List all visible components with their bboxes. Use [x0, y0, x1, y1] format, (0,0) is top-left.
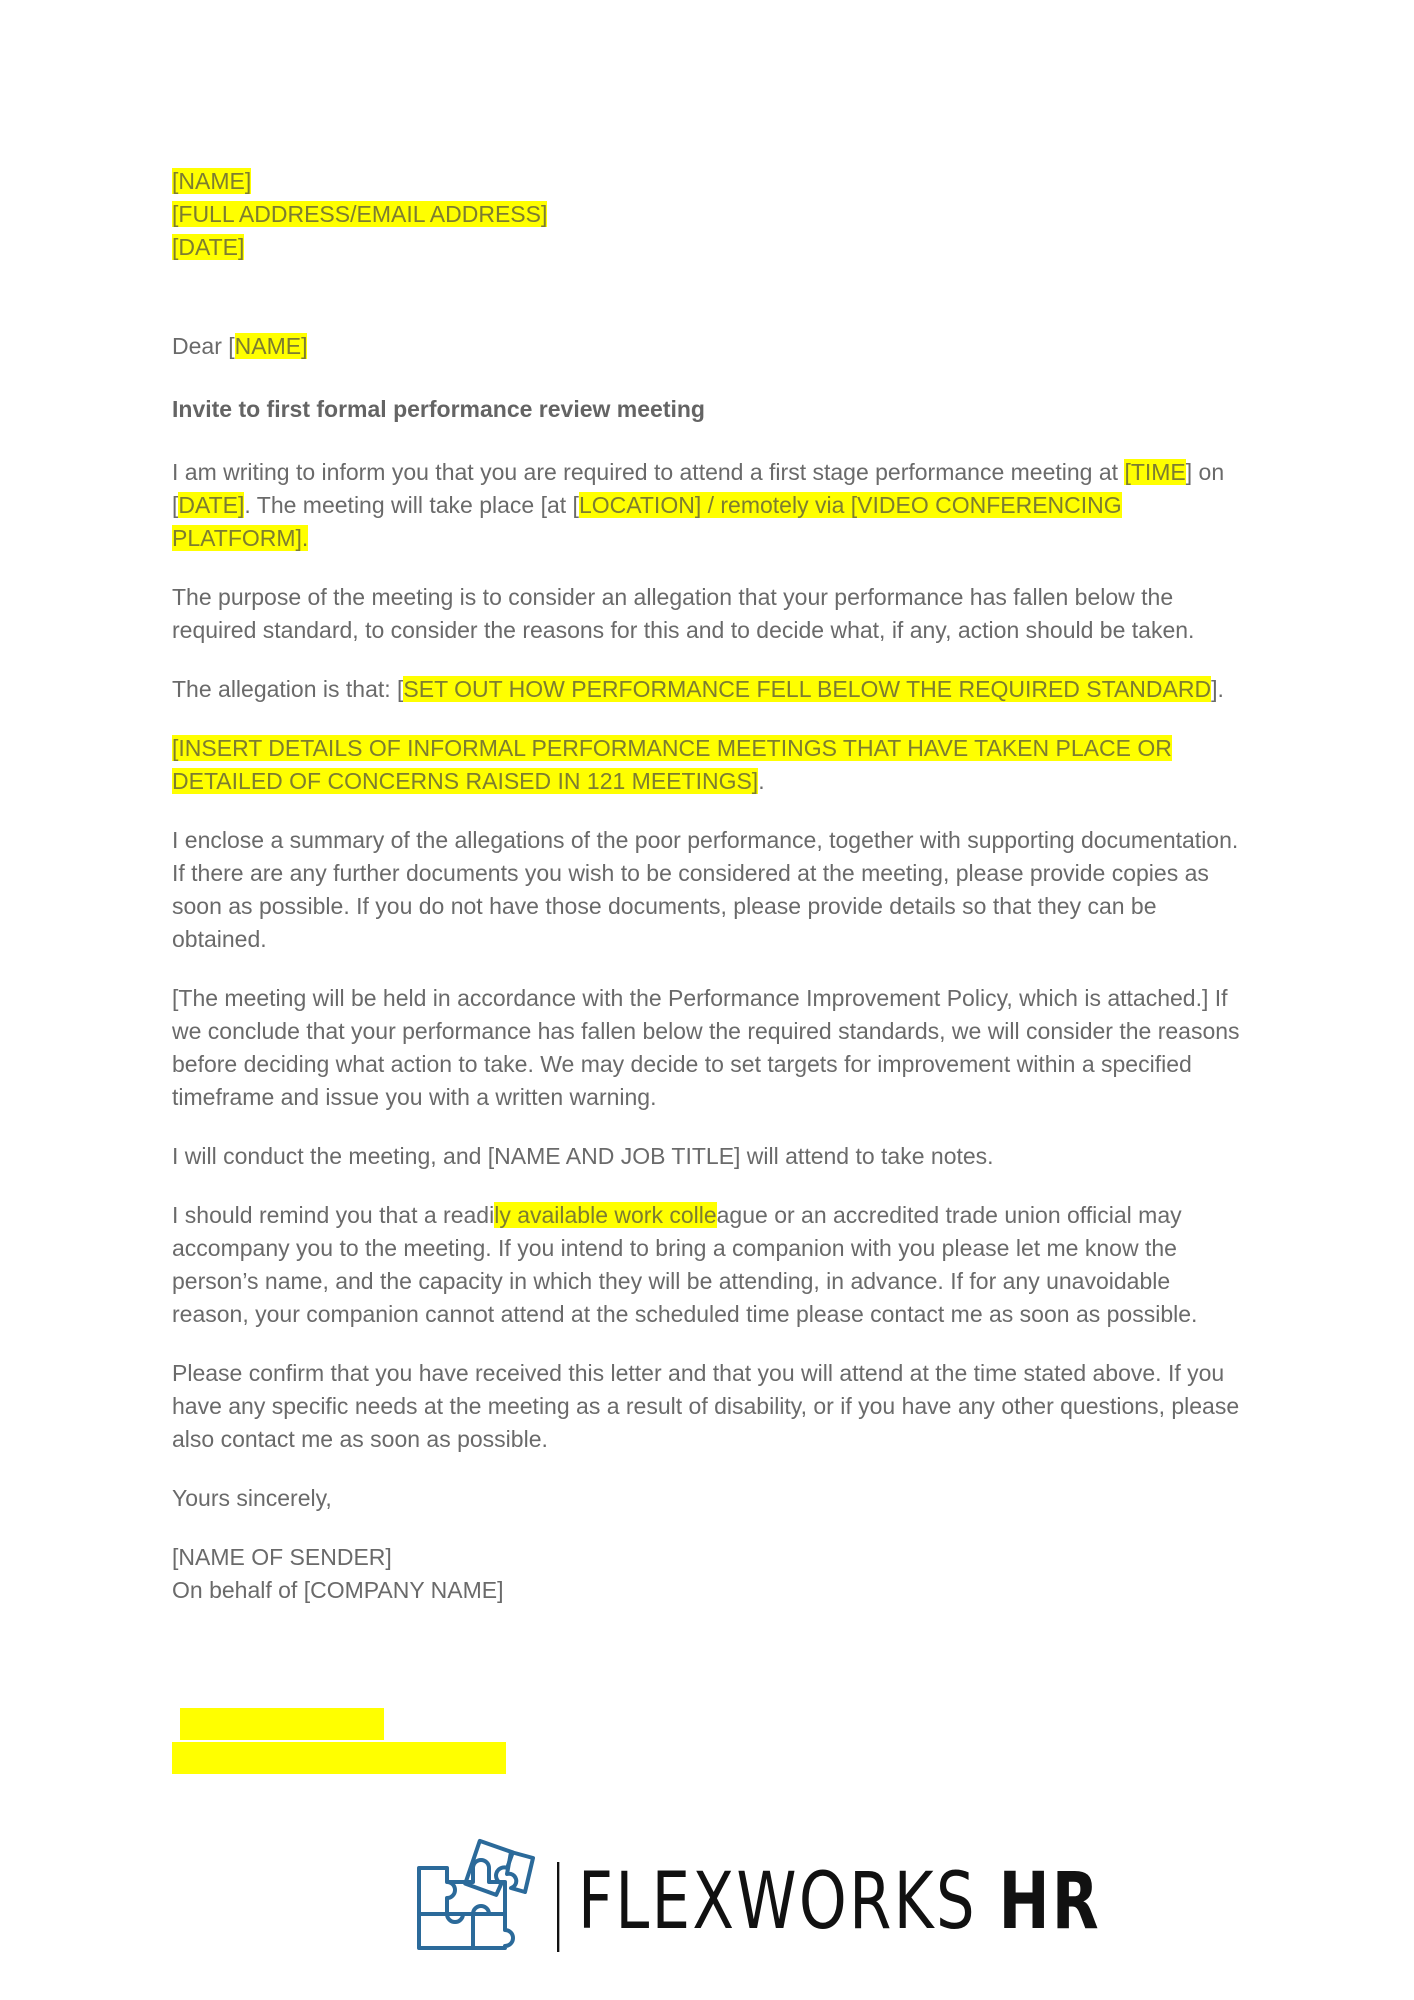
informal-meetings-placeholder: [INSERT DETAILS OF INFORMAL PERFORMANCE MEETINGS THAT HAVE TAKEN PLACE OR DETAILED OF CONCERNS RAISED IN 121 MEETINGS]: [172, 735, 1172, 794]
paragraph-policy: [The meeting will be held in accordance with the Performance Improvement Policy, which is attached.] If we conclude that your performance has fallen below the required standards, we will consider the reasons before deciding what action to take. We may decide to set targets for improvement within a specified timeframe and issue you with a written warning.: [172, 985, 1240, 1110]
paragraph-confirm: Please confirm that you have received this letter and that you will attend at the time stated above. If you have any specific needs at the meeting as a result of disability, or if you have any other questions, please also contact me as soon as possible.: [172, 1360, 1240, 1452]
paragraph-enclosures: I enclose a summary of the allegations of the poor performance, together with supporting documentation. If there are any further documents you wish to be considered at the meeting, please provide copies as soon as possible. If you do not have those documents, please provide details so that they can be obtained.: [172, 827, 1239, 952]
paragraph-allegation: The allegation is that: [SET OUT HOW PERFORMANCE FELL BELOW THE REQUIRED STANDARD].: [172, 676, 1224, 702]
meeting-time-placeholder: [TIME: [1124, 459, 1186, 485]
subject-line: Invite to first formal performance review meeting: [172, 396, 705, 422]
letter-body: [172, 165, 1252, 1607]
sender-name: [NAME OF SENDER]: [172, 1544, 392, 1570]
redacted-block-1: [180, 1708, 384, 1740]
recipient-address: [FULL ADDRESS/EMAIL ADDRESS]: [172, 201, 548, 227]
logo-divider: [557, 1862, 567, 1952]
closing: Yours sincerely,: [172, 1485, 332, 1511]
recipient-block: [172, 165, 1252, 264]
paragraph-meeting-details: I am writing to inform you that you are required to attend a first stage performance meeting at [TIME] on [DATE]. The meeting will take place [at [LOCATION] / remotely via [VIDEO CONFERENCING PLATFORM].: [172, 459, 1225, 551]
paragraph-note-taker: I will conduct the meeting, and [NAME AND JOB TITLE] will attend to take notes.: [172, 1143, 994, 1169]
paragraph-informal-meetings: [INSERT DETAILS OF INFORMAL PERFORMANCE MEETINGS THAT HAVE TAKEN PLACE OR DETAILED OF CONCERNS RAISED IN 121 MEETINGS].: [172, 735, 1172, 794]
greeting: Dear [NAME]: [172, 333, 308, 359]
letter-date: [DATE]: [172, 234, 245, 260]
paragraph-purpose: The purpose of the meeting is to consider an allegation that your performance has fallen below the required standard, to consider the reasons for this and to decide what, if any, action should be taken.: [172, 584, 1195, 643]
paragraph-companion: I should remind you that a readily available work colleague or an accredited trade union official may accompany you to the meeting. If you intend to bring a companion with you please let me know the person’s name, and the capacity in which they will be attending, in advance. If for any unavoidable reason, your companion cannot attend at the scheduled time please contact me as soon as possible.: [172, 1202, 1198, 1327]
greeting-name: NAME]: [234, 333, 308, 359]
signature-block: [172, 1541, 1252, 1607]
logo-wordmark: FLEXWORKS HR: [557, 1852, 1101, 1952]
puzzle-pieces-icon: [415, 1838, 540, 1956]
allegation-placeholder: SET OUT HOW PERFORMANCE FELL BELOW THE REQUIRED STANDARD: [403, 676, 1212, 702]
company-name: On behalf of [COMPANY NAME]: [172, 1577, 504, 1603]
companion-highlight: ly available work colle: [494, 1202, 717, 1228]
meeting-location-placeholder: LOCATION] / remotely via [VIDEO CONFERENCING PLATFORM].: [172, 492, 1122, 551]
redacted-block-2: [172, 1742, 506, 1774]
flexworks-logo: [415, 1838, 1102, 1956]
meeting-date-placeholder: DATE]: [178, 492, 245, 518]
recipient-name: [NAME]: [172, 168, 252, 194]
